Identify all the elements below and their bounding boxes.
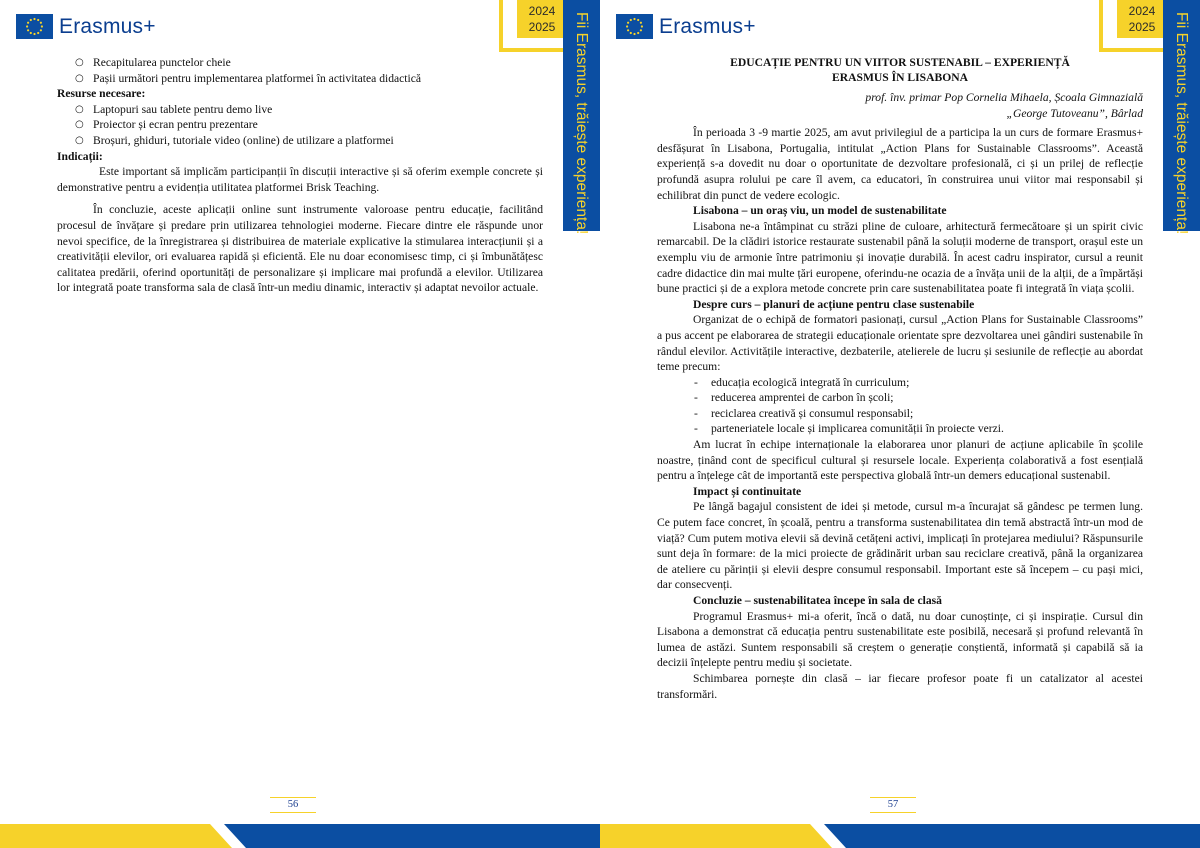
list-item: - parteneriatele locale și implicarea comunității în proiecte verzi.: [694, 422, 1004, 436]
eu-flag-icon: [16, 14, 53, 39]
list-item: ○ Broșuri, ghiduri, tutoriale video (online) de utilizare a platformei: [75, 133, 394, 147]
indications-text: Este important să implicăm participanții în discuții interactive și să oferim exemple concrete și demonstrative pentru a evidenția utilitatea platformei Brisk Teaching.: [57, 165, 543, 194]
list-item: - educația ecologică integrată în curriculum;: [694, 375, 910, 389]
footer-band: [0, 824, 600, 848]
paragraph: Lisabona ne-a întâmpinat cu străzi pline de culoare, arhitectură fermecătoare și un spirit civic remarcabil. De la clădiri istorice restaurate sustenabil până la soluții moderne de transport, orașul este un exemplu viu de armonie între patrimoniu și inovație durabilă. În acest cadru inspirator, cursul a reunit cadre didactice din mai multe țări europene, oferindu-ne ocazia de a învăța unii de la alții, de a împărtăși bune practici și de a explora metode concrete prin care sustenabilitatea poate fi integrată în viața școlii.: [657, 219, 1143, 296]
eu-flag-icon: [616, 14, 653, 39]
paragraph: Organizat de o echipă de formatori pasionați, cursul „Action Plans for Sustainable Classrooms” a pus accent pe elaborarea de strategii educaționale orientate spre dezvoltarea unei gândiri sustenabile în rândul elevilor. Activitățile interactive, dezbaterile, atelierele de lucru și sesiunile de reflecție au abordat teme precum:: [657, 313, 1143, 374]
erasmus-logo: [616, 14, 756, 39]
paragraph: Am lucrat în echipe internaționale la elaborarea unor planuri de acțiune aplicabile în școlile noastre, ținând cont de specificul cultural și resursele locale. Experiența colaborativă a fost esențială pentru a înțelege cât de importantă este perspectiva globală într-un demers educațional sustenabil.: [657, 438, 1143, 483]
paragraph: Schimbarea pornește din clasă – iar fiecare profesor poate fi un catalizator al acestei transformări.: [657, 671, 1143, 701]
slogan-text: Fii Erasmus, trăiește experiența!: [1173, 12, 1190, 235]
list-item: - reducerea amprentei de carbon în școli;: [694, 391, 894, 405]
circle-bullet-icon: ○: [75, 119, 84, 131]
year-start: 2024: [528, 4, 556, 18]
conclusion-paragraph: În concluzie, aceste aplicații online sunt instrumente valoroase pentru educație, facilitând procesul de învățare și predare prin utilizarea tehnologiei moderne. Fiecare dintre ele răspunde unor nevoi specifice, de la înregistrarea și distribuirea de materiale explicative la stimularea interacțiunii și a creativității elevilor, ori evaluarea rapidă și eficientă. Ele nu doar economisesc timp, ci și îmbunătățesc calitatea predării, oferind oportunități de personalizare și implicare mai profundă a elevilor. Utilizarea lor integrată poate transforma sala de clasă într-un mediu dinamic, interactiv și adaptat nevoilor actuale.: [57, 203, 543, 295]
slogan-text: Fii Erasmus, trăiește experiența!: [573, 12, 590, 235]
resources-heading: Resurse necesare:: [57, 87, 146, 101]
section-heading: Concluzie – sustenabilitatea începe în sala de clasă: [693, 594, 942, 607]
indications-heading: Indicații:: [57, 149, 103, 163]
footer-band: [600, 824, 1200, 848]
article-title: EDUCAȚIE PENTRU UN VIITOR SUSTENABIL – EXPERIENȚĂ ERASMUS ÎN LISABONA: [730, 56, 1070, 84]
circle-bullet-icon: ○: [75, 57, 84, 68]
erasmus-logo: [16, 14, 156, 39]
left-page-content: [57, 55, 543, 296]
year-start: 2024: [1128, 4, 1156, 18]
agenda-list: [57, 55, 543, 86]
year-box: [499, 0, 563, 52]
list-item: ○ Recapitularea punctelor cheie: [75, 56, 231, 69]
year-end: 2025: [528, 20, 556, 34]
brand-name: Erasmus+: [659, 14, 756, 38]
list-item: ○ Laptopuri sau tablete pentru demo live: [75, 102, 273, 116]
resources-list: [57, 102, 543, 149]
year-box: [1099, 0, 1163, 52]
paragraph: Programul Erasmus+ mi-a oferit, încă o dată, nu doar cunoștințe, ci și inspirație. Cursul din Lisabona a demonstrat că educația pentru sustenabilitate este posibilă, necesară și profund relevantă în lumea de astăzi. Suntem responsabili să creștem o generație conștientă, informată și capabilă să ia decizii înțelepte pentru mediu și societate.: [657, 609, 1143, 670]
article-author: prof. înv. primar Pop Cornelia Mihaela, Școala Gimnazială „George Tutoveanu”, Bârlad: [865, 91, 1143, 120]
slogan-band: [563, 0, 600, 235]
slogan-band: [1163, 0, 1200, 235]
circle-bullet-icon: ○: [75, 134, 84, 146]
dash-bullet-icon: -: [694, 391, 698, 405]
list-item: ○ Proiector și ecran pentru prezentare: [75, 118, 258, 132]
list-item: ○ Pașii următori pentru implementarea platformei în activitatea didactică: [75, 71, 422, 85]
right-page: [600, 0, 1200, 848]
page-number: 56: [270, 797, 316, 813]
page-number: 57: [870, 797, 916, 813]
dash-bullet-icon: -: [694, 375, 698, 389]
topics-list: [657, 375, 1143, 437]
article: [657, 55, 1143, 702]
dash-bullet-icon: -: [694, 422, 698, 436]
circle-bullet-icon: ○: [75, 72, 84, 84]
section-heading: Lisabona – un oraș viu, un model de sustenabilitate: [693, 204, 947, 218]
paragraph: Pe lângă bagajul consistent de idei și metode, cursul m-a încurajat să gândesc pe termen lung. Ce putem face concret, în școală, pentru a transforma sustenabilitatea din temă abstractă într-un mod de viață? Cum putem motiva elevii să devină cetățeni activi, implicați în protejarea mediului? Răspunsurile sunt deja în formare: de la mici proiecte de grădinărit urban sau reciclare creativă, până la organizarea de ateliere cu părinții și elevii despre consumul responsabil. Important este să începem – cu pași mici, dar consecvenți.: [657, 500, 1143, 592]
dash-bullet-icon: -: [694, 406, 698, 420]
brand-name: Erasmus+: [59, 14, 156, 38]
section-heading: Despre curs – planuri de acțiune pentru clase sustenabile: [693, 297, 975, 311]
circle-bullet-icon: ○: [75, 103, 84, 115]
year-end: 2025: [1128, 20, 1156, 34]
intro-paragraph: În perioada 3 -9 martie 2025, am avut privilegiul de a participa la un curs de formare Erasmus+ desfășurat în Lisabona, Portugalia, intitulat „Action Plans for Sustainable Classrooms”. Această experiență s-a dovedit nu doar o oportunitate de dezvoltare profesională, ci și un prilej de reflecție profundă asupra rolului pe care îl avem, ca educatori, în construirea unui viitor mai responsabil și echilibrat din punct de vedere ecologic.: [657, 126, 1143, 202]
list-item: - reciclarea creativă și consumul responsabil;: [694, 406, 914, 420]
section-heading: Impact și continuitate: [693, 484, 802, 498]
